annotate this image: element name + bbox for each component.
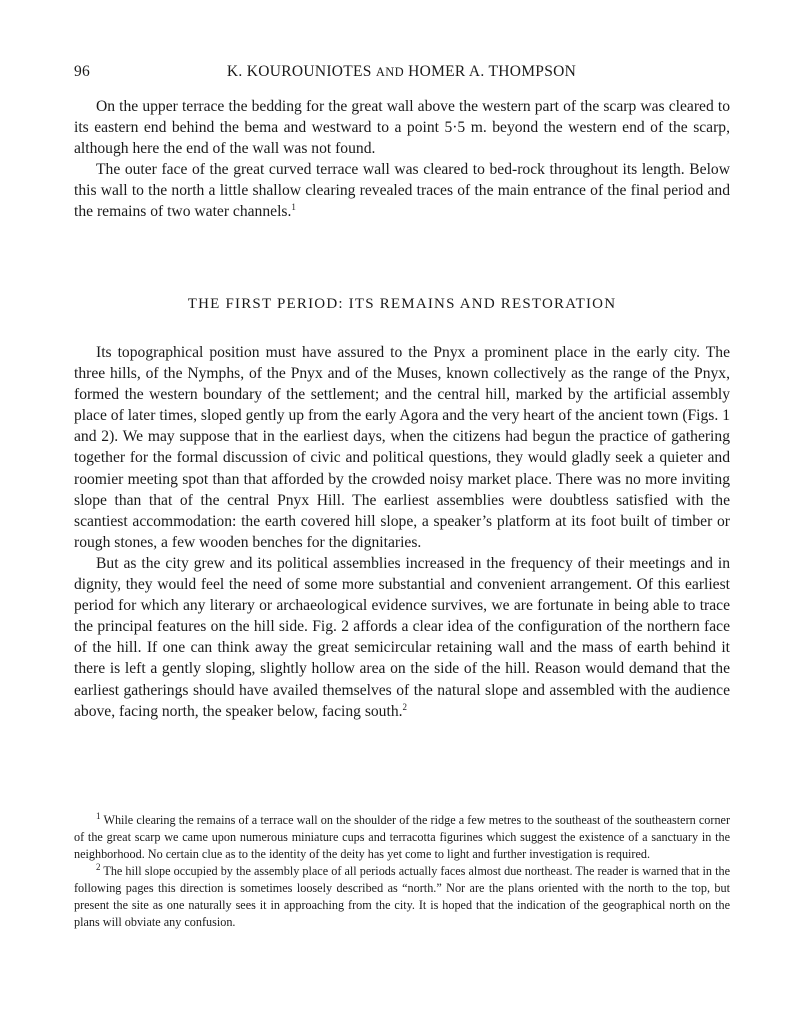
running-title xyxy=(74,63,729,81)
footnote-ref: 1 xyxy=(291,202,296,213)
paragraph xyxy=(74,96,730,159)
footnote xyxy=(74,863,730,931)
footnote-ref: 2 xyxy=(402,701,408,712)
paragraph-text: The outer face of the great curved terrace wall was cleared to bed-rock throughout its length. Below this wall to the north a little shallow clearing revealed traces of the main entrance of the final period and the remains of two water channels. xyxy=(74,161,730,221)
author-conjunction: AND xyxy=(375,65,404,79)
footnote xyxy=(74,812,730,863)
footnote-marker: 1 xyxy=(96,810,101,821)
paragraph xyxy=(74,553,730,722)
page-number: 96 xyxy=(74,63,91,80)
paragraph xyxy=(74,159,730,222)
footnotes xyxy=(74,812,730,931)
footnote-marker: 2 xyxy=(96,861,101,872)
intro-text xyxy=(74,96,730,223)
paragraph-text: But as the city grew and its political assemblies increased in the frequency of their meetings and in dignity, they would feel the need of some more substantial and convenient arrangement. Of this earliest period for which any literary or archaeological evidence survives, we are fortunate in being able to trace the principal features on the hill side. Fig. 2 affords a clear idea of the configuration of the northern face of the hill. If one can think away the great semicircular retaining wall and the mass of earth behind it there is left a gently sloping, slightly hollow area on the side of the hill. Reason would demand that the earliest gatherings should have availed themselves of the natural slope and assembled with the audience above, facing north, the speaker below, facing south. xyxy=(74,554,730,720)
running-header xyxy=(74,63,729,83)
author-name-1: K. KOUROUNIOTES xyxy=(226,63,372,80)
footnote-text: The hill slope occupied by the assembly place of all periods actually faces almost due northeast. The reader is warned that in the following pages this direction is sometimes loosely described as “north.” Nor are the plans oriented with the north to the top, but present the site as one naturally sees it in approaching from the city. It is hoped that the indication of the geographical north on the plans will obviate any confusion. xyxy=(74,864,731,929)
section-body xyxy=(74,342,730,722)
footnote-text: While clearing the remains of a terrace wall on the shoulder of the ridge a few metres to the southeast of the southeastern corner of the great scarp we came upon numerous miniature cups and terracotta figurines which suggest the existence of a sanctuary in the neighborhood. No certain clue as to the identity of the deity has yet come to light and further investigation is required. xyxy=(74,813,731,861)
paragraph-text: Its topographical position must have assured to the Pnyx a prominent place in the early city. The three hills, of the Nymphs, of the Pnyx and of the Muses, known collectively as the range of the Pnyx, formed the western boundary of the settlement; and the central hill, marked by the artificial assembly place of later times, sloped gently up from the early Agora and the very heart of the ancient town (Figs. 1 and 2). We may suppose that in the earliest days, when the citizens had begun the practice of gathering together for the formal discussion of civic and political questions, they would gladly seek a quieter and roomier meeting spot than that afforded by the crowded noisy market place. There was no more inviting slope than that of the central Pnyx Hill. The earliest assemblies were doubtless satisfied with the scantiest accommodation: the earth covered hill slope, a speaker’s platform at its foot built of timber or rough stones, a few wooden benches for the dignitaries. xyxy=(74,344,730,551)
paragraph-text: On the upper terrace the bedding for the great wall above the western part of the scarp was cleared to its eastern end behind the bema and westward to a point 5·5 m. beyond the western end of the scarp, although here the end of the wall was not found. xyxy=(74,98,730,158)
paragraph xyxy=(74,342,730,553)
section-heading: THE FIRST PERIOD: ITS REMAINS AND RESTORATION xyxy=(187,296,617,312)
author-name-2: HOMER A. THOMPSON xyxy=(408,63,577,80)
